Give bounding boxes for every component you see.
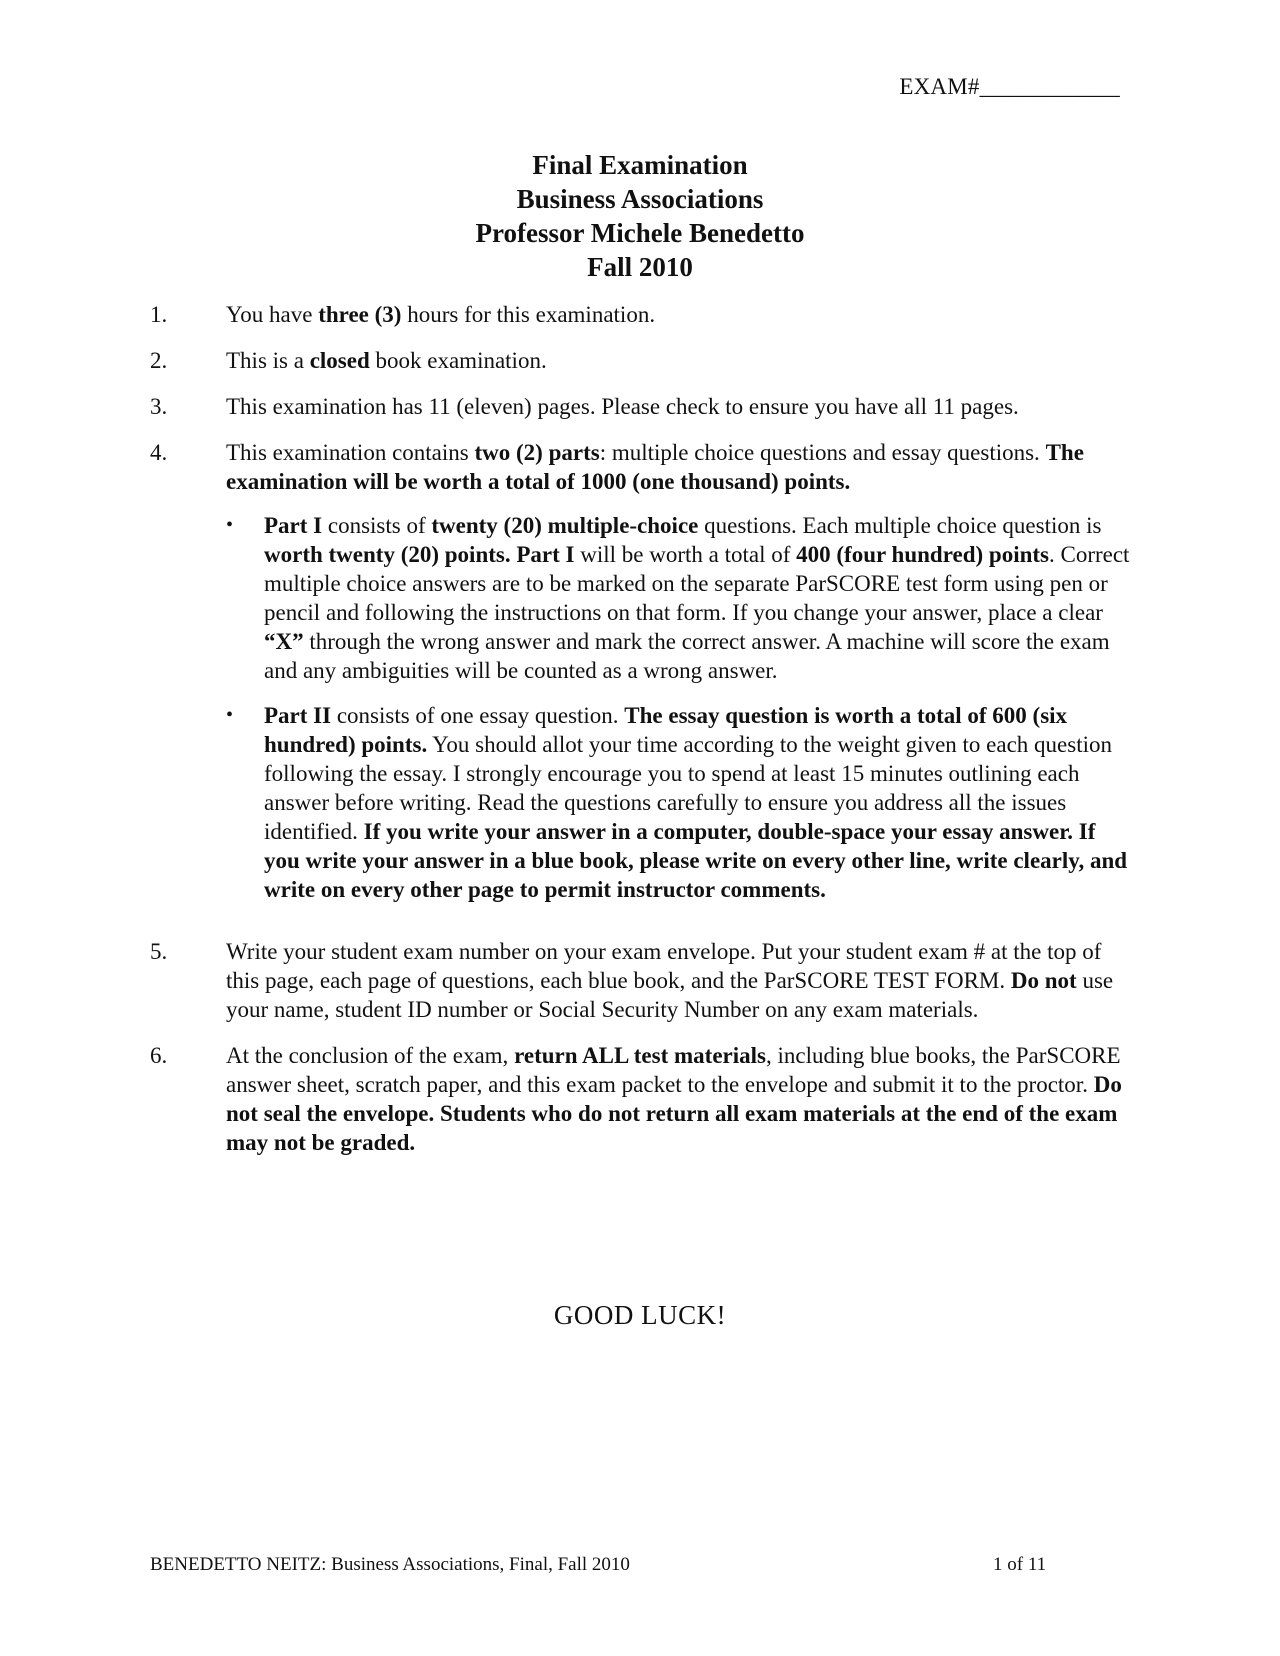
professor-name: Professor Michele Benedetto: [475, 218, 805, 248]
exam-title: Final Examination: [532, 150, 748, 180]
item-text: At the conclusion of the exam, return ALL test materials, including blue books, the ParSCORE answer sheet, scratch paper, and this exam packet to the envelope and submit it to the proctor. Do not seal the envelope. Students who do not return all exam materials at the end of the exam may not be graded.: [226, 1043, 1122, 1155]
part-1-description: Part I consists of twenty (20) multiple-choice questions. Each multiple choice question is worth twenty (20) points. Part I will be worth a total of 400 (four hundred) points. Correct multiple choice answers are to be marked on the separate ParSCORE test form using pen or pencil and following the instructions on that form. If you change your answer, place a clear “X” through the wrong answer and mark the correct answer. A machine will score the exam and any ambiguities will be counted as a wrong answer.: [264, 513, 1130, 683]
bullet-item-part-1: [226, 511, 1130, 685]
item-number: 3.: [150, 394, 168, 419]
part-2-description: Part II consists of one essay question. The essay question is worth a total of 600 (six hundred) points. You should allot your time according to the weight given to each question following the essay. I strongly encourage you to spend at least 15 minutes outlining each answer before writing. Read the questions carefully to ensure you address all the issues identified. If you write your answer in a computer, double-space your essay answer. If you write your answer in a blue book, please write on every other line, write clearly, and write on every other page to permit instructor comments.: [264, 703, 1128, 902]
instruction-item: [150, 346, 1130, 375]
item-number: 6.: [150, 1043, 168, 1068]
item-number: 5.: [150, 939, 168, 964]
page-number: 1 of 11: [993, 1554, 1047, 1575]
instruction-item: [150, 1041, 1130, 1157]
item-text: This examination contains two (2) parts: multiple choice questions and essay questions. The examination will be worth a total of 1000 (one thousand) points. • Part I consists of twenty (20) multiple-choice questions. Each multiple choice question is worth twenty (20) points. Part I will be worth a total of 400 (four hundred) points. Correct multiple choice answers are to be marked on the separate ParSCORE test form using pen or pencil and following the instructions on that form. If you change your answer, place a clear “X” through the wrong answer and mark the correct answer. A machine will score the exam and any ambiguities will be counted as a wrong answer. • Part II consists of one essay question. The essay question is worth a total of 600 (six hundred) points. You should allot your time according to the weight given to each question following the essay. I strongly encourage you to spend at least 15 minutes outlining each answer before writing. Read the questions carefully to ensure you address all the issues identified. If you write your answer in a computer, double-space your essay answer. If you write your answer in a blue book, please write on every other line, write clearly, and write on every other page to permit instructor comments.: [226, 440, 1130, 902]
instruction-item: [150, 392, 1130, 421]
closing-message: GOOD LUCK!: [553, 1300, 727, 1330]
bullet-icon: •: [226, 704, 234, 726]
item-number: 1.: [150, 302, 168, 327]
item-text: You have three (3) hours for this examination.: [226, 302, 656, 327]
footer-course-info: BENEDETTO NEITZ: Business Associations, Final, Fall 2010: [150, 1554, 630, 1575]
bullet-icon: •: [226, 514, 234, 536]
instruction-item: [150, 438, 1130, 920]
instructions-list: [150, 300, 1130, 1174]
instruction-item: [150, 300, 1130, 329]
item-number: 2.: [150, 348, 168, 373]
instruction-item: [150, 937, 1130, 1024]
course-name: Business Associations: [516, 184, 764, 214]
exam-number-field: EXAM#____________: [899, 74, 1120, 99]
item-text: This examination has 11 (eleven) pages. Please check to ensure you have all 11 pages.: [226, 394, 1019, 419]
bullet-item-part-2: [226, 701, 1130, 904]
exam-title-block: [0, 148, 1280, 284]
item-text: Write your student exam number on your exam envelope. Put your student exam # at the top of this page, each page of questions, each blue book, and the ParSCORE TEST FORM. Do not use your name, student ID number or Social Security Number on any exam materials.: [226, 939, 1114, 1022]
item-number: 4.: [150, 440, 168, 465]
item-text: This is a closed book examination.: [226, 348, 547, 373]
parts-list: [226, 511, 1130, 904]
term: Fall 2010: [587, 252, 693, 282]
